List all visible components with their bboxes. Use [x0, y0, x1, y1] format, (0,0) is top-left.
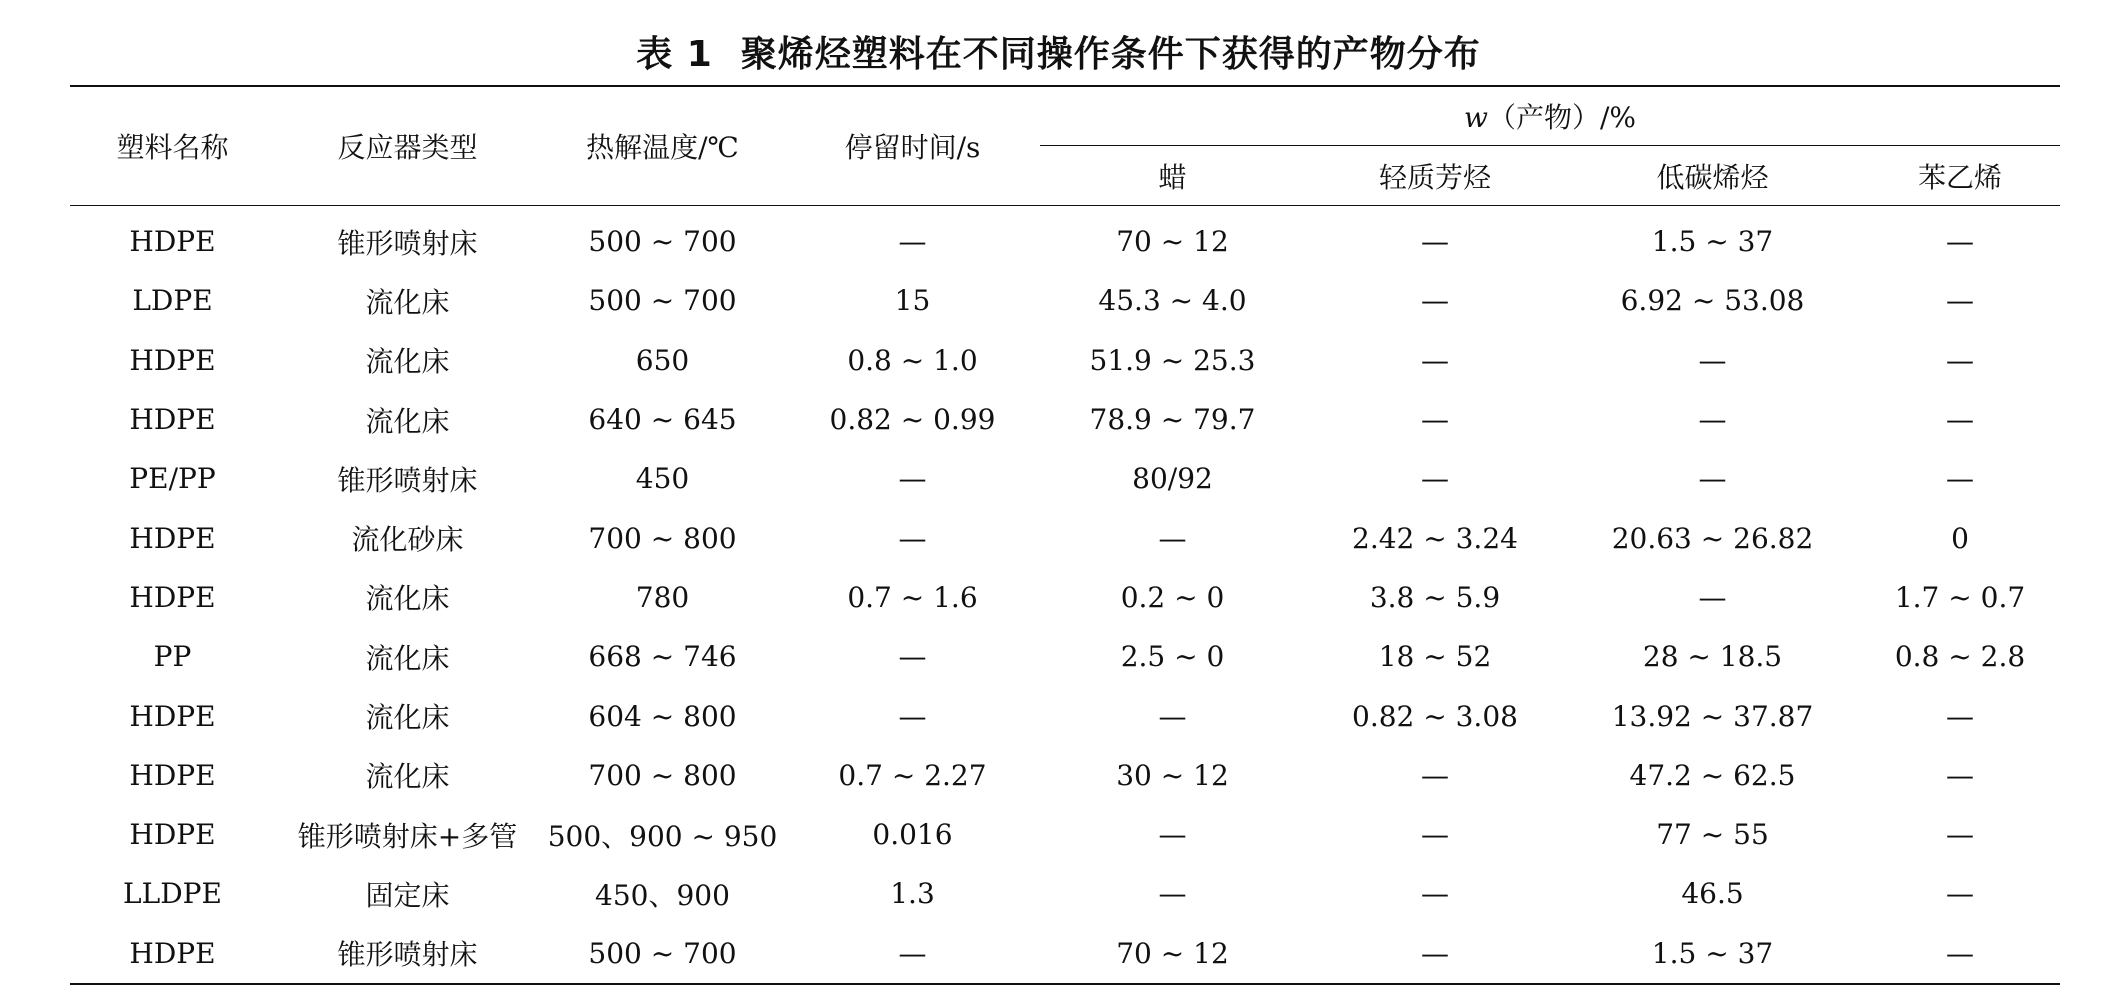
- cell-light-olefins: 20.63 ~ 26.82: [1611, 521, 1814, 555]
- cell-light-olefins: —: [1698, 462, 1727, 496]
- cell-residence-time: 0.7 ~ 2.27: [838, 758, 987, 792]
- cell-wax: —: [1158, 699, 1187, 733]
- cell-reactor-type: 固定床: [365, 878, 450, 912]
- table-body: [70, 206, 2060, 984]
- cell-styrene: —: [1860, 924, 2060, 984]
- cell-light-olefins: 1.5 ~ 37: [1565, 924, 1860, 984]
- cell-plastic-name: PP: [153, 640, 192, 674]
- cell-plastic-name: HDPE: [129, 758, 216, 792]
- cell-plastic-name: HDPE: [129, 521, 216, 555]
- cell-reactor-type: 流化床: [365, 285, 450, 319]
- cell-pyrolysis-temperature: 450: [635, 462, 690, 496]
- table-title: [0, 30, 2117, 80]
- cell-reactor-type: 流化床: [365, 345, 450, 379]
- cell-light-aromatics: —: [1421, 403, 1449, 437]
- header-w-symbol: w: [1464, 101, 1488, 134]
- cell-reactor-type: 流化床: [365, 404, 450, 438]
- cell-light-aromatics: —: [1421, 225, 1449, 259]
- cell-residence-time: 0.82 ~ 0.99: [829, 403, 996, 437]
- cell-styrene: 0: [1951, 521, 1969, 555]
- cell-pyrolysis-temperature: 500 ~ 700: [588, 225, 737, 259]
- cell-pyrolysis-temperature: 668 ~ 746: [588, 640, 737, 674]
- header-product-percent: （产物）/%: [1487, 101, 1637, 134]
- cell-plastic-name: LLDPE: [123, 877, 222, 911]
- cell-reactor-type: 锥形喷射床: [337, 463, 478, 497]
- cell-light-aromatics: —: [1421, 284, 1449, 318]
- table-title-text: 聚烯烃塑料在不同操作条件下获得的产物分布: [740, 34, 1481, 75]
- table-row: [70, 449, 2060, 508]
- table-row: [70, 686, 2060, 745]
- cell-styrene: —: [1946, 284, 1974, 318]
- cell-pyrolysis-temperature: 450、900: [595, 878, 730, 912]
- table-row: [70, 206, 2060, 272]
- cell-styrene: —: [1946, 818, 1974, 852]
- product-distribution-table: [70, 85, 2060, 985]
- cell-pyrolysis-temperature: 604 ~ 800: [588, 699, 737, 733]
- cell-residence-time: —: [898, 699, 927, 733]
- cell-styrene: —: [1946, 403, 1974, 437]
- cell-pyrolysis-temperature: 700 ~ 800: [588, 758, 737, 792]
- table-row: [70, 627, 2060, 686]
- header-light-olefins: 低碳烯烃: [1565, 146, 1860, 206]
- table-row: [70, 805, 2060, 864]
- cell-residence-time: —: [898, 462, 927, 496]
- cell-residence-time: —: [898, 640, 927, 674]
- table-row: [70, 746, 2060, 805]
- cell-light-olefins: 47.2 ~ 62.5: [1629, 758, 1796, 792]
- table-row: [70, 568, 2060, 627]
- cell-residence-time: 15: [894, 284, 931, 318]
- cell-light-olefins: —: [1698, 580, 1727, 614]
- cell-light-olefins: —: [1698, 403, 1727, 437]
- cell-plastic-name: LDPE: [132, 284, 213, 318]
- cell-wax: 45.3 ~ 4.0: [1098, 284, 1247, 318]
- table-row: [70, 864, 2060, 923]
- cell-wax: 80/92: [1132, 462, 1213, 496]
- cell-styrene: —: [1946, 699, 1974, 733]
- cell-styrene: —: [1946, 877, 1974, 911]
- cell-residence-time: 0.7 ~ 1.6: [847, 580, 978, 614]
- cell-pyrolysis-temperature: 640 ~ 645: [588, 403, 737, 437]
- table-row: [70, 924, 2060, 984]
- cell-styrene: 1.7 ~ 0.7: [1894, 580, 2026, 614]
- cell-wax: 70 ~ 12: [1040, 924, 1305, 984]
- cell-residence-time: 0.016: [872, 818, 953, 852]
- cell-wax: 0.2 ~ 0: [1120, 580, 1225, 614]
- table-header: [70, 86, 2060, 206]
- cell-plastic-name: HDPE: [129, 818, 216, 852]
- cell-light-aromatics: —: [1421, 818, 1449, 852]
- table-row: [70, 390, 2060, 449]
- cell-wax: —: [1158, 818, 1187, 852]
- cell-residence-time: 0.8 ~ 1.0: [847, 343, 978, 377]
- cell-plastic-name: HDPE: [129, 343, 216, 377]
- cell-light-aromatics: —: [1305, 924, 1565, 984]
- cell-plastic-name: PE/PP: [129, 462, 216, 496]
- cell-residence-time: —: [898, 225, 927, 259]
- cell-pyrolysis-temperature: 500 ~ 700: [588, 284, 737, 318]
- cell-light-olefins: 46.5: [1681, 877, 1744, 911]
- cell-plastic-name: HDPE: [129, 403, 216, 437]
- cell-light-olefins: —: [1698, 343, 1727, 377]
- cell-wax: 30 ~ 12: [1116, 758, 1229, 792]
- header-plastic-name: 塑料名称: [70, 86, 275, 206]
- cell-plastic-name: HDPE: [129, 699, 216, 733]
- cell-reactor-type: 流化砂床: [351, 523, 464, 557]
- cell-reactor-type: 流化床: [365, 701, 450, 735]
- table-row: [70, 508, 2060, 567]
- cell-residence-time: 1.3: [890, 877, 935, 911]
- cell-light-olefins: 28 ~ 18.5: [1642, 640, 1783, 674]
- cell-wax: 78.9 ~ 79.7: [1089, 403, 1256, 437]
- table-row: [70, 271, 2060, 330]
- cell-styrene: 0.8 ~ 2.8: [1894, 640, 2026, 674]
- cell-wax: 2.5 ~ 0: [1120, 640, 1225, 674]
- cell-pyrolysis-temperature: 500 ~ 700: [540, 924, 785, 984]
- product-distribution-table-container: [70, 85, 2060, 985]
- cell-light-aromatics: 0.82 ~ 3.08: [1352, 699, 1518, 733]
- cell-wax: 70 ~ 12: [1116, 225, 1229, 259]
- cell-styrene: —: [1946, 225, 1974, 259]
- cell-light-olefins: 6.92 ~ 53.08: [1620, 284, 1805, 318]
- header-light-aromatics: 轻质芳烃: [1305, 146, 1565, 206]
- cell-reactor-type: 流化床: [365, 641, 450, 675]
- cell-light-aromatics: —: [1421, 462, 1449, 496]
- cell-styrene: —: [1946, 462, 1974, 496]
- cell-pyrolysis-temperature: 500、900 ~ 950: [547, 819, 778, 853]
- header-wax: 蜡: [1040, 146, 1305, 206]
- cell-reactor-type: 锥形喷射床: [275, 924, 540, 984]
- cell-wax: —: [1158, 877, 1187, 911]
- cell-styrene: —: [1946, 343, 1974, 377]
- table-row: [70, 331, 2060, 390]
- header-reactor-type: 反应器类型: [275, 86, 540, 206]
- cell-light-olefins: 1.5 ~ 37: [1651, 225, 1774, 259]
- header-residence-time: 停留时间/s: [785, 86, 1040, 206]
- cell-styrene: —: [1946, 758, 1974, 792]
- cell-reactor-type: 锥形喷射床: [337, 226, 478, 260]
- cell-plastic-name: HDPE: [70, 924, 275, 984]
- cell-light-olefins: 13.92 ~ 37.87: [1611, 699, 1814, 733]
- cell-light-aromatics: 18 ~ 52: [1378, 640, 1492, 674]
- cell-light-aromatics: —: [1421, 877, 1449, 911]
- cell-light-aromatics: 2.42 ~ 3.24: [1352, 521, 1518, 555]
- cell-pyrolysis-temperature: 650: [635, 343, 690, 377]
- cell-light-olefins: 77 ~ 55: [1656, 818, 1769, 852]
- cell-residence-time: —: [785, 924, 1040, 984]
- cell-pyrolysis-temperature: 700 ~ 800: [588, 521, 737, 555]
- table-number: 表 1: [636, 34, 713, 75]
- cell-pyrolysis-temperature: 780: [635, 580, 690, 614]
- cell-plastic-name: HDPE: [129, 225, 216, 259]
- cell-reactor-type: 锥形喷射床+多管: [297, 819, 518, 853]
- header-pyrolysis-temperature: 热解温度/℃: [540, 86, 785, 206]
- header-product-fraction-group: [1040, 86, 2060, 146]
- cell-light-aromatics: —: [1421, 758, 1449, 792]
- cell-light-aromatics: 3.8 ~ 5.9: [1369, 580, 1501, 614]
- cell-plastic-name: HDPE: [129, 580, 216, 614]
- cell-light-aromatics: —: [1421, 343, 1449, 377]
- cell-reactor-type: 流化床: [365, 760, 450, 794]
- cell-reactor-type: 流化床: [365, 582, 450, 616]
- cell-wax: 51.9 ~ 25.3: [1089, 343, 1256, 377]
- header-styrene: 苯乙烯: [1860, 146, 2060, 206]
- cell-residence-time: —: [898, 521, 927, 555]
- cell-wax: —: [1158, 521, 1187, 555]
